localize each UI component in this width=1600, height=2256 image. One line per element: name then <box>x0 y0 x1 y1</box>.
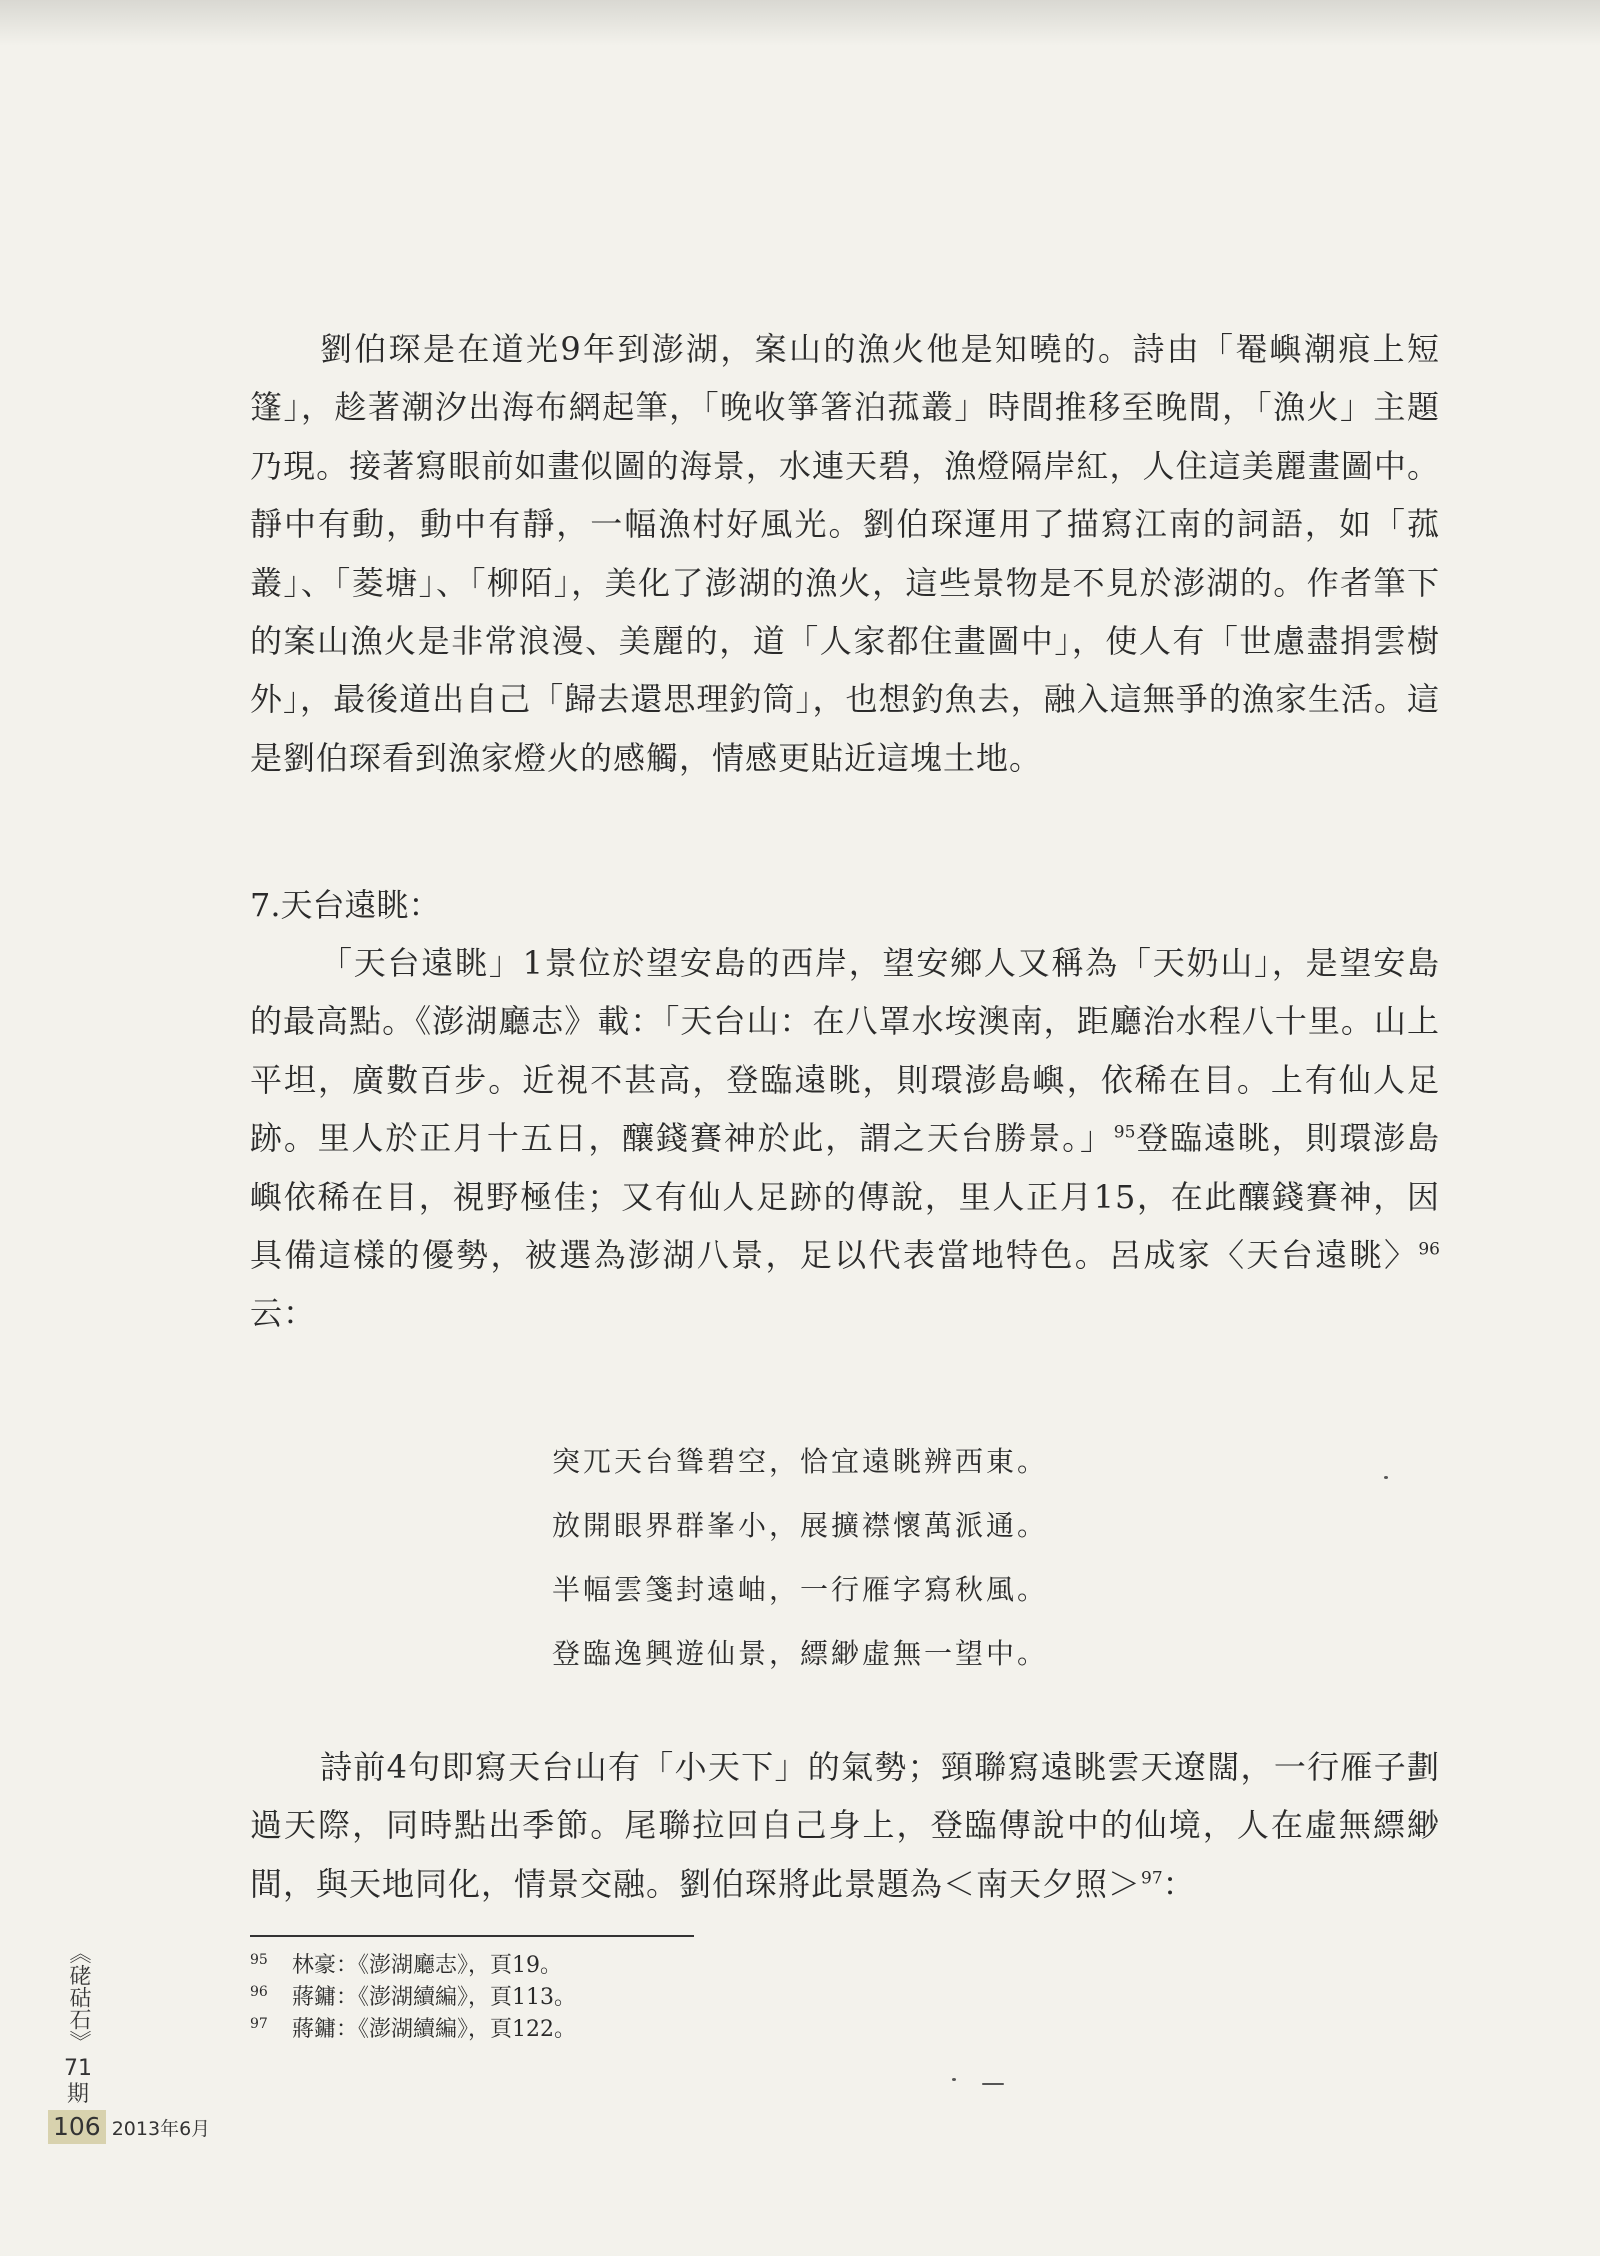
footnote-number: 96 <box>250 1984 268 2000</box>
footnote-number: 95 <box>250 1952 268 1968</box>
issue-unit: 期 <box>66 2082 89 2107</box>
poem-line: 登臨逸興遊仙景，縹緲虛無一望中。 <box>552 1637 1049 1670</box>
poem-line: 半幅雲箋封遠岫，一行雁字寫秋風。 <box>552 1573 1049 1606</box>
footnote-divider <box>250 1935 694 1937</box>
journal-issue <box>60 2056 96 2108</box>
paragraph-text: 「天台遠眺」1景位於望安島的西岸，望安鄉人又稱為「天奶山」，是望安島的最高點。《澎湖廳志》載：「天台山：在八罩水垵澳南，距廳治水程八十里。山上平坦，廣數百步。近視不甚高，登臨遠眺，則環澎島嶼，依稀在目。上有仙人足跡。里人於正月十五日，釀錢賽神於此，謂之天台勝景。」 <box>250 944 1440 1158</box>
section-heading-tiantai: 7.天台遠眺： <box>250 886 441 924</box>
issue-number: 71 <box>64 2056 92 2081</box>
footnote-number: 97 <box>250 2016 268 2032</box>
footnote-text: 林豪：《澎湖廳志》，頁19。 <box>292 1953 562 1978</box>
paragraph-text: 云： <box>250 1294 317 1333</box>
footnote-item <box>250 2014 950 2046</box>
publication-date: 2013年6月 <box>111 2117 211 2140</box>
scan-edge-shadow <box>0 0 1600 46</box>
scan-speck <box>1384 1476 1388 1479</box>
journal-sidebar-label <box>60 1942 96 2108</box>
paragraph-text: ： <box>1162 1864 1196 1903</box>
footnote-text: 蔣鏞：《澎湖續編》，頁122。 <box>292 2017 576 2042</box>
scan-speck <box>982 2083 1004 2085</box>
paragraph-text: 詩前4句即寫天台山有「小天下」的氣勢；頸聯寫遠眺雲天遼闊，一行雁子劃過天際，同時點出季節。尾聯拉回自己身上，登臨傳說中的仙境，人在虛無縹緲間，與天地同化，情景交融。劉伯琛將此景題為＜南天夕照＞ <box>250 1748 1440 1903</box>
poem-line: 突兀天台聳碧空，恰宜遠眺辨西東。 <box>552 1445 1049 1478</box>
paragraph-poem-analysis <box>250 1738 1440 1913</box>
footnote-ref-97: 97 <box>1141 1868 1163 1889</box>
footnote-ref-96: 96 <box>1418 1239 1440 1260</box>
footnotes <box>250 1950 950 2046</box>
paragraph-text: 登臨遠眺，則環澎島嶼依稀在目，視野極佳；又有仙人足跡的傳說，里人正月15，在此釀錢賽神，因具備這樣的優勢，被選為澎湖八景，足以代表當地特色。呂成家〈天台遠眺〉 <box>250 1119 1440 1275</box>
footnote-ref-95: 95 <box>1113 1122 1136 1143</box>
footnote-item <box>250 1950 950 1982</box>
footnote-item <box>250 1982 950 2014</box>
poem-line: 放開眼界群峯小，展擴襟懷萬派通。 <box>552 1509 1049 1542</box>
paragraph-liu-bochen-fishing-fire: 劉伯琛是在道光9年到澎湖，案山的漁火他是知曉的。詩由「罨嶼潮痕上短篷」，趁著潮汐出海布網起筆，「晚收箏箸泊菰叢」時間推移至晚間，「漁火」主題乃現。接著寫眼前如畫似圖的海景，水連天碧，漁燈隔岸紅，人住這美麗畫圖中。靜中有動，動中有靜，一幅漁村好風光。劉伯琛運用了描寫江南的詞語，如「菰叢」、「菱塘」、「柳陌」，美化了澎湖的漁火，這些景物是不見於澎湖的。作者筆下的案山漁火是非常浪漫、美麗的，道「人家都住畫圖中」，使人有「世慮盡捐雲樹外」，最後道出自己「歸去還思理釣筒」，也想釣魚去，融入這無爭的漁家生活。這是劉伯琛看到漁家燈火的感觸，情感更貼近這塊土地。 <box>250 330 1440 777</box>
paragraph-tiantai-description <box>250 934 1440 1343</box>
poem-block <box>552 1430 1172 1686</box>
page-footer <box>48 2110 210 2144</box>
scan-speck <box>952 2078 956 2081</box>
footnote-text: 蔣鏞：《澎湖續編》，頁113。 <box>292 1985 576 2010</box>
page-number: 106 <box>48 2110 106 2144</box>
journal-title: 《硓𥑮石》 <box>66 1942 91 2052</box>
